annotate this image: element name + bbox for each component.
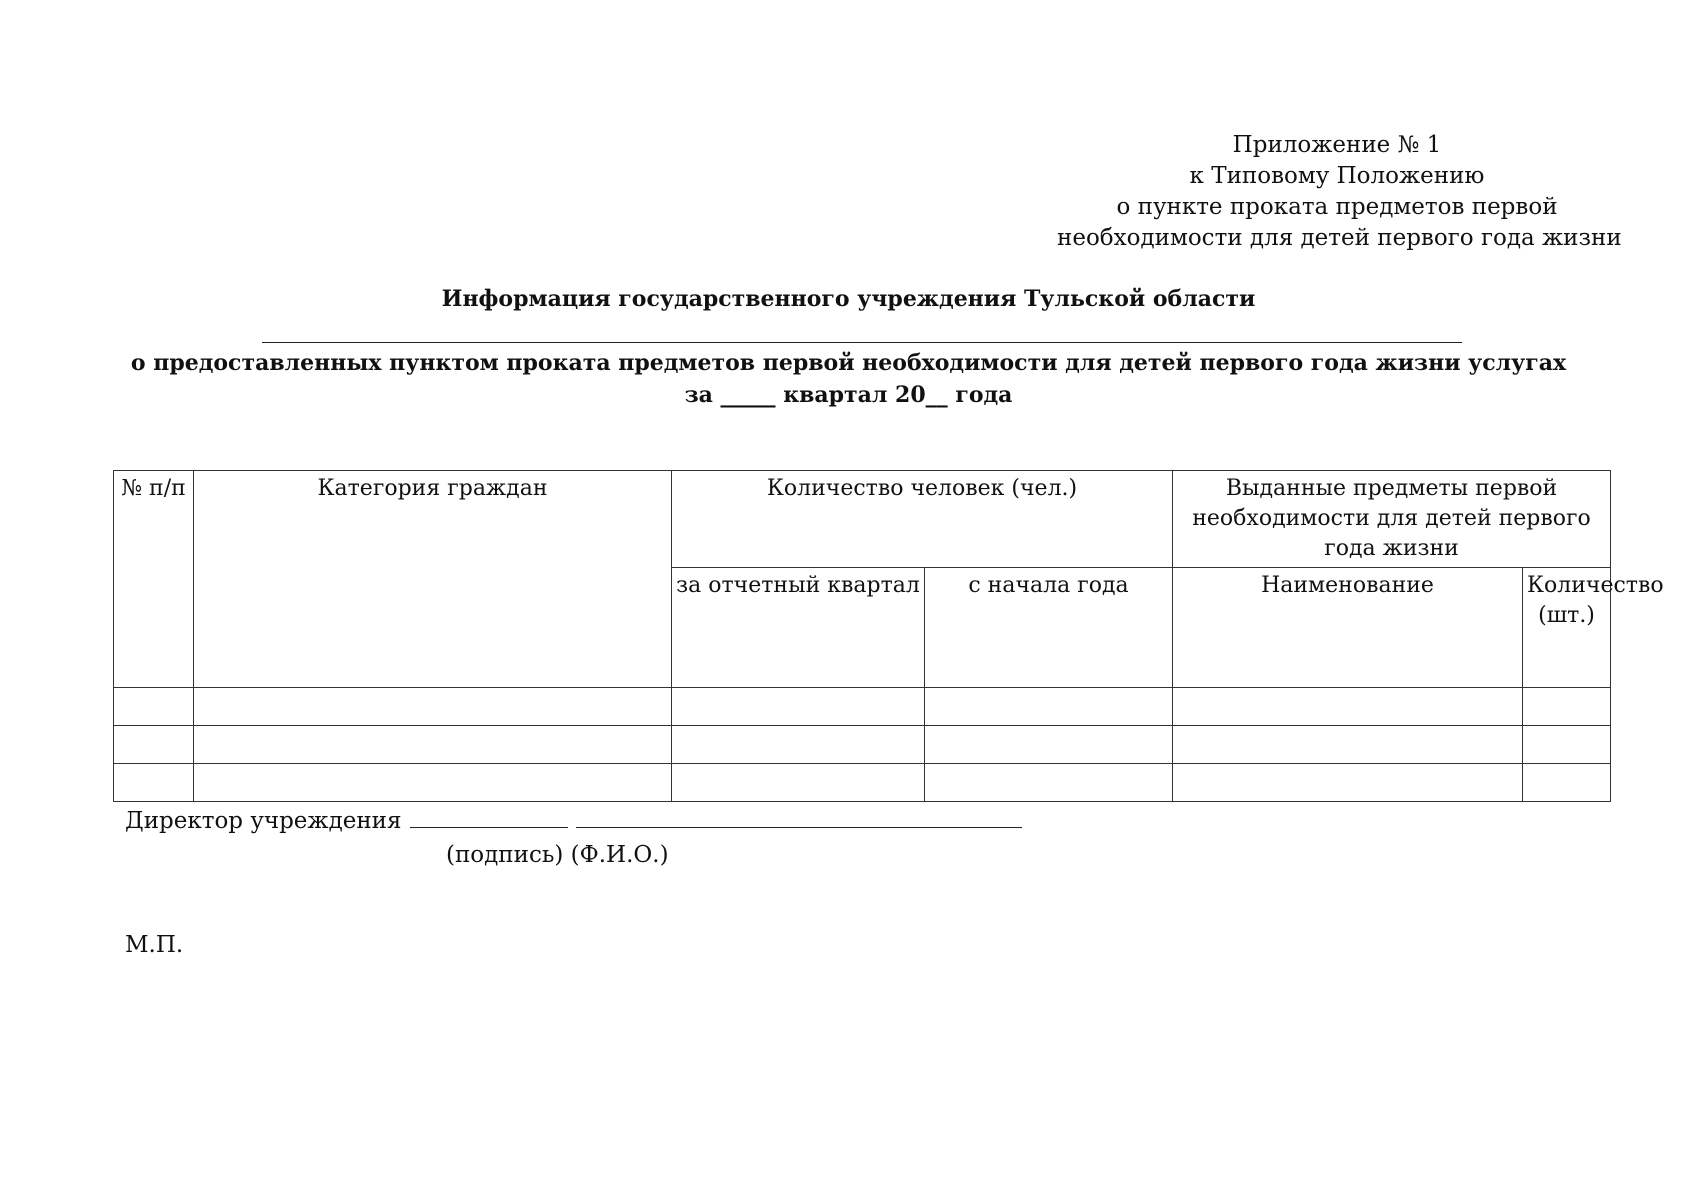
table-row bbox=[114, 688, 1611, 726]
seal-placeholder: М.П. bbox=[125, 932, 184, 958]
table-cell bbox=[1523, 688, 1611, 726]
column-header-quarter: за отчетный квартал bbox=[672, 568, 925, 688]
director-label: Директор учреждения bbox=[125, 808, 402, 834]
appendix-line-2: к Типовому Положению bbox=[1189, 163, 1485, 189]
full-name-blank bbox=[576, 809, 1022, 828]
appendix-line-4: необходимости для детей первого года жизни bbox=[1057, 225, 1622, 251]
appendix-line-1: Приложение № 1 bbox=[1232, 132, 1442, 158]
column-header-since-year-start: с начала года bbox=[925, 568, 1173, 688]
column-header-issued-items: Выданные предметы первой необходимости для детей первого года жизни bbox=[1173, 471, 1611, 568]
appendix-line-3: о пункте проката предметов первой bbox=[1116, 194, 1558, 220]
table-cell bbox=[1523, 726, 1611, 764]
document-title: Информация государственного учреждения Тульской области bbox=[441, 286, 1256, 312]
column-header-quantity: Количество (шт.) bbox=[1523, 568, 1611, 688]
column-header-item-name: Наименование bbox=[1173, 568, 1523, 688]
table-row bbox=[114, 726, 1611, 764]
table-cell bbox=[1173, 764, 1523, 802]
report-table bbox=[113, 470, 1664, 802]
table-cell bbox=[672, 726, 925, 764]
column-header-people-count: Количество человек (чел.) bbox=[672, 471, 1173, 568]
table-cell bbox=[925, 688, 1173, 726]
table-cell bbox=[1173, 726, 1523, 764]
table-cell bbox=[194, 764, 672, 802]
table-cell bbox=[672, 688, 925, 726]
institution-name-blank bbox=[262, 342, 1462, 343]
table-cell bbox=[114, 688, 194, 726]
table-cell bbox=[194, 726, 672, 764]
table-cell bbox=[194, 688, 672, 726]
signature-caption: (подпись) (Ф.И.О.) bbox=[446, 842, 669, 868]
director-signature-line bbox=[125, 808, 1022, 834]
table-cell bbox=[672, 764, 925, 802]
table-cell bbox=[114, 764, 194, 802]
table-row bbox=[114, 764, 1611, 802]
table-cell bbox=[925, 764, 1173, 802]
column-header-number: № п/п bbox=[114, 471, 194, 688]
table-cell bbox=[925, 726, 1173, 764]
reporting-period: за _____ квартал 20__ года bbox=[684, 382, 1013, 408]
table-cell bbox=[1523, 764, 1611, 802]
document-subtitle: о предоставленных пунктом проката предметов первой необходимости для детей первого года жизни услугах bbox=[130, 350, 1567, 376]
signature-blank bbox=[410, 809, 568, 828]
table-header-row bbox=[114, 471, 1611, 568]
table-cell bbox=[114, 726, 194, 764]
table-cell bbox=[1173, 688, 1523, 726]
column-header-category: Категория граждан bbox=[194, 471, 672, 688]
appendix-header bbox=[1057, 130, 1622, 254]
